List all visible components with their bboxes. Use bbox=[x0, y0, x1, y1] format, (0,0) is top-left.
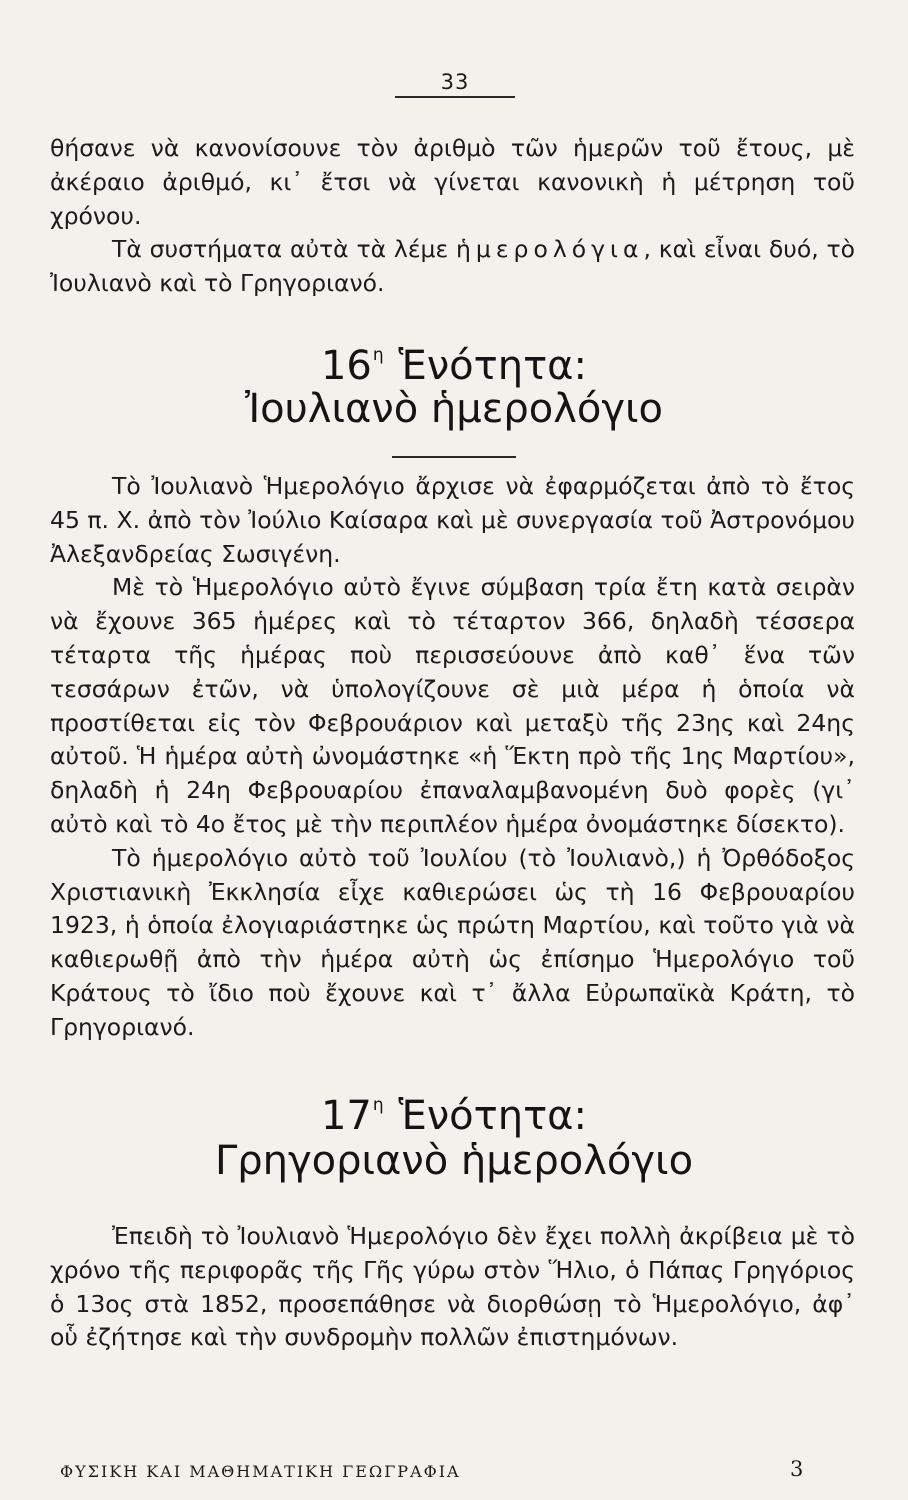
section-16-number: 16 bbox=[320, 343, 372, 389]
page-number-underline bbox=[395, 96, 515, 98]
section-17-ordinal: η bbox=[372, 1095, 384, 1115]
section-16-ordinal: η bbox=[372, 345, 384, 365]
intro-paragraph-2 bbox=[50, 233, 855, 301]
intro-paragraph-2-end: , καὶ εἶναι δυό, τὸ Ἰουλιανὸ καὶ τὸ Γρηγοριανό. bbox=[50, 235, 855, 298]
section-17-title: Γρηγοριανὸ ἡμερολόγιο bbox=[214, 1138, 694, 1184]
section-17-unit-label: Ἑνότητα: bbox=[398, 1093, 588, 1139]
intro-spaced-term: ἡμερολόγια bbox=[455, 235, 644, 264]
section-16-paragraph-2: Μὲ τὸ Ἡμερολόγιο αὐτὸ ἔγινε σύμβαση τρία ἔτη κατὰ σειρὰν νὰ ἔχουνε 365 ἡμέρες καὶ τὸ τέταρτον 366, δηλαδὴ τέσσερα τέταρτα τῆς ἡμέρας ποὺ περισσεύουνε ἀπὸ καθ᾿ ἕνα τῶν τεσσάρων ἐτῶν, νὰ ὑπολογίζουνε σὲ μιὰ μέρα ἡ ὁποία νὰ προστίθεται εἰς τὸν Φεβρουάριον καὶ μεταξὺ τῆς 23ης καὶ 24ης αὐτοῦ. Ἡ ἡμέρα αὐτὴ ὠνομάστηκε «ἡ Ἕκτη πρὸ τῆς 1ης Μαρτίου», δηλαδὴ ἡ 24η Φεβρουαρίου ἐπαναλαμβανομένη δυὸ φορὲς (γι᾿ αὐτὸ καὶ τὸ 4ο ἔτος μὲ τὴν περιπλέον ἡμέρα ὀνομάστηκε δίσεκτο). bbox=[50, 573, 855, 838]
intro-paragraph-1: θήσανε νὰ κανονίσουνε τὸν ἀριθμὸ τῶν ἡμερῶν τοῦ ἔτους, μὲ ἀκέραιο ἀριθμό, κι᾿ ἔτσι νὰ γίνεται κανονικὴ ἡ μέτρηση τοῦ χρόνου. bbox=[50, 134, 855, 230]
footer-signature-number: 3 bbox=[790, 1457, 804, 1481]
section-16-rule bbox=[392, 456, 516, 458]
intro-paragraph-2-start: Τὰ συστήματα αὐτὰ τὰ λέμε bbox=[112, 235, 456, 264]
section-16-paragraph-3: Τὸ ἡμερολόγιο αὐτὸ τοῦ Ἰουλίου (τὸ Ἰουλιανὸ,) ἡ Ὀρθόδοξος Χριστιανικὴ Ἐκκλησία εἶχε καθιερώσει ὡς τὴ 16 Φεβρουαρίου 1923, ἡ ὁποία ἐλογιαριάστηκε ὡς πρώτη Μαρτίου, καὶ τοῦτο γιὰ νὰ καθιερωθῇ ἀπὸ τὴν ἡμέρα αὐτὴ ὡς ἐπίσημο Ἡμερολόγιο τοῦ Κράτους τὸ ἴδιο ποὺ ἔχουνε καὶ τ᾿ ἄλλα Εὐρωπαϊκὰ Κράτη, τὸ Γρηγοριανό. bbox=[50, 843, 855, 1041]
section-16-title: Ἰουλιανὸ ἡμερολόγιο bbox=[244, 386, 664, 432]
section-17-paragraph-1: Ἐπειδὴ τὸ Ἰουλιανὸ Ἡμερολόγιο δὲν ἔχει πολλὴ ἀκρίβεια μὲ τὸ χρόνο τῆς περιφορᾶς τῆς Γῆς γύρω στὸν Ἥλιο, ὁ Πάπας Γρηγόριος ὁ 13ος στὰ 1852, προσεπάθησε νὰ διορθώσῃ τὸ Ἡμερολόγιο, ἀφ᾿ οὗ ἐζήτησε καὶ τὴν συνδρομὴν πολλῶν ἐπιστημόνων. bbox=[50, 1222, 855, 1352]
footer-book-title: ΦΥΣΙΚΗ ΚΑΙ ΜΑΘΗΜΑΤΙΚΗ ΓΕΩΓΡΑΦΙΑ bbox=[60, 1462, 461, 1481]
section-16-paragraph-1: Τὸ Ἰουλιανὸ Ἡμερολόγιο ἄρχισε νὰ ἐφαρμόζεται ἀπὸ τὸ ἔτος 45 π. Χ. ἀπὸ τὸν Ἰούλιο Καίσαρα καὶ μὲ συνεργασία τοῦ Ἀστρονόμου Ἀλεξανδρείας Σωσιγένη. bbox=[50, 472, 855, 568]
section-16-text bbox=[50, 470, 855, 1045]
section-17-text bbox=[50, 1220, 855, 1355]
intro-text bbox=[50, 132, 855, 301]
section-16-unit-label: Ἑνότητα: bbox=[398, 343, 588, 389]
page-number: 33 bbox=[440, 70, 470, 94]
section-17-number: 17 bbox=[320, 1093, 372, 1139]
